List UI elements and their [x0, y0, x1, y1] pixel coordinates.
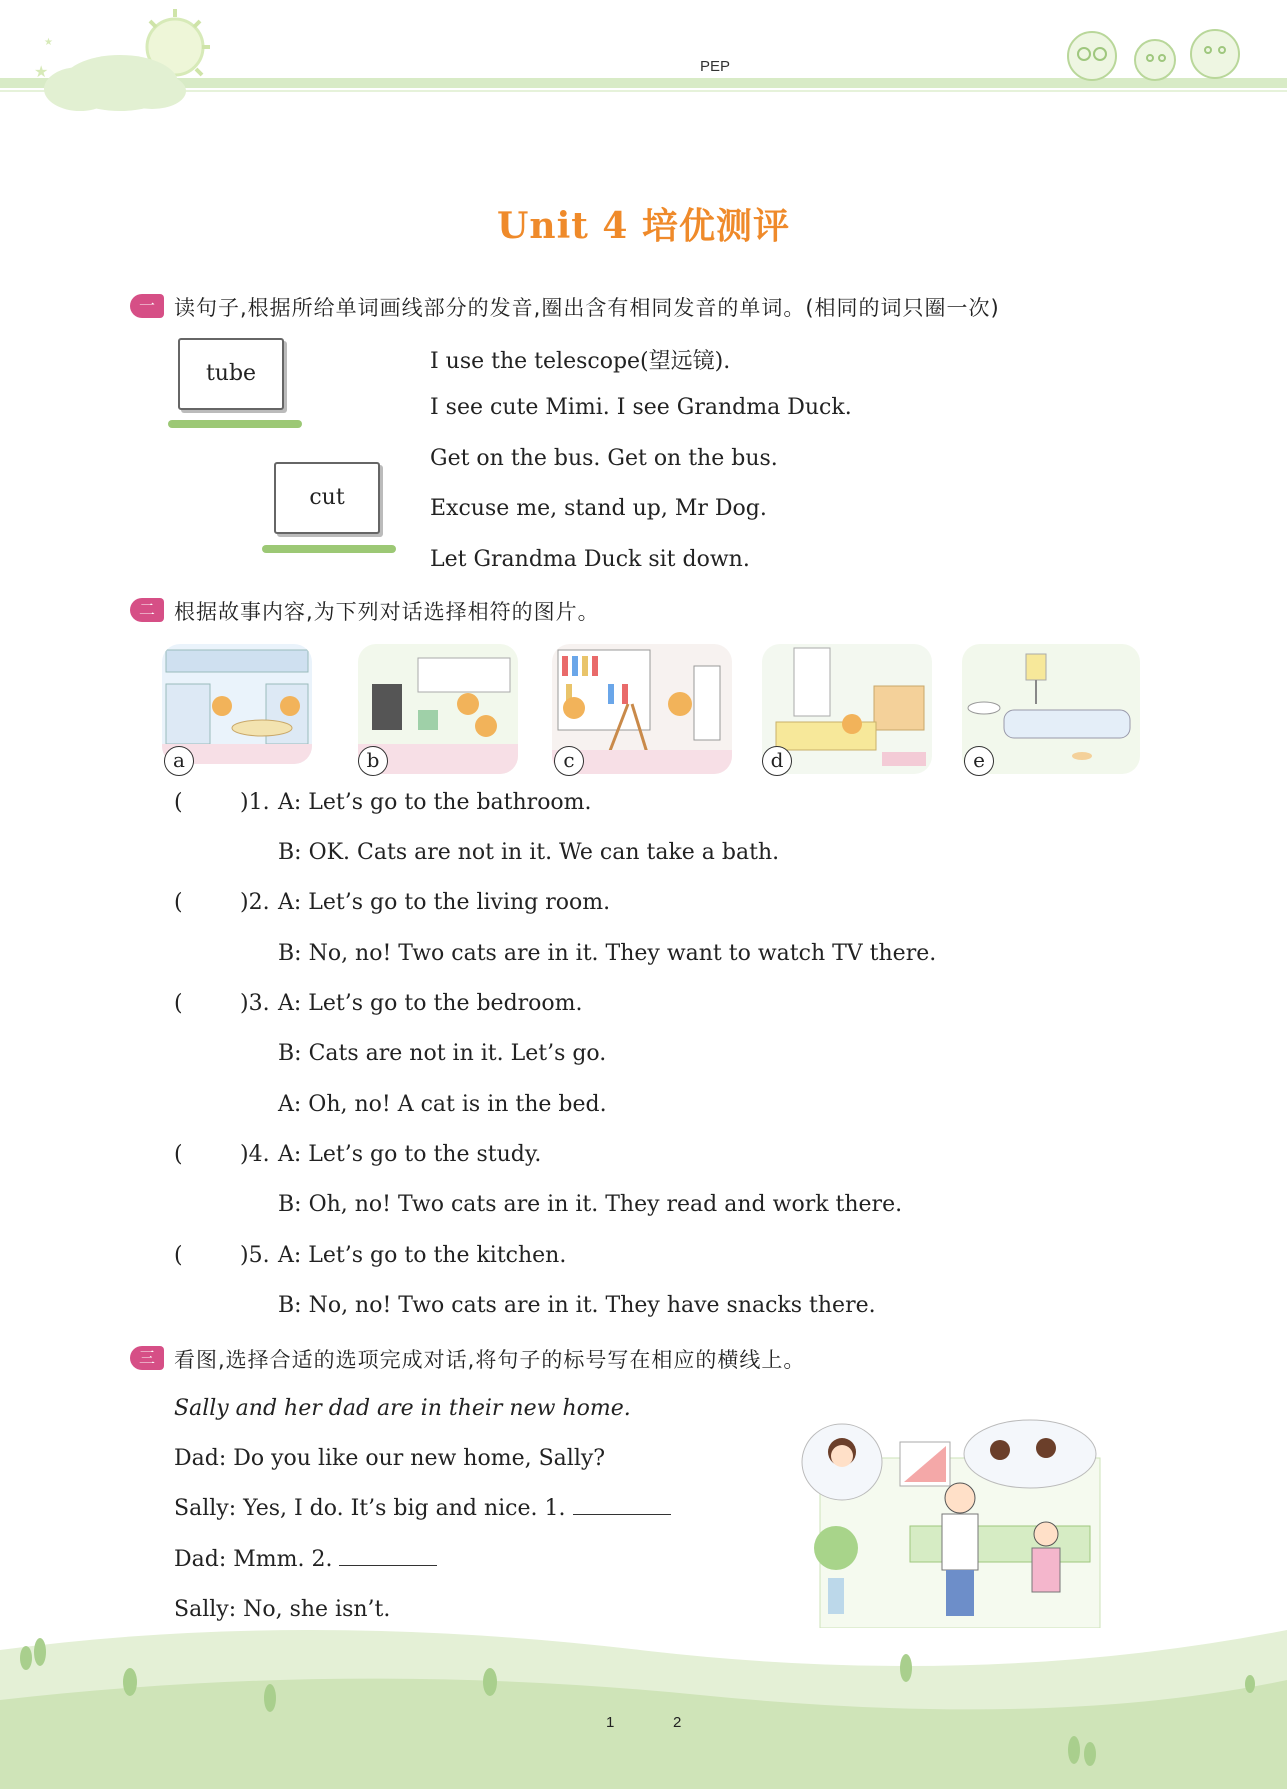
picture-label-d: d — [762, 746, 792, 776]
dialogue-line: B: OK. Cats are not in it. We can take a bath. — [278, 840, 780, 865]
picture-label-b: b — [358, 746, 388, 776]
section-3-instruction: 看图,选择合适的选项完成对话,将句子的标号写在相应的横线上。 — [174, 1348, 806, 1372]
item-number: )1. — [240, 790, 270, 815]
section-badge-1: 一 — [130, 294, 164, 318]
dialogue-line: Sally: No, she isn’t. — [174, 1597, 391, 1622]
item-number: )5. — [240, 1243, 270, 1268]
dialogue-line-with-blank — [174, 1547, 437, 1572]
section-badge-2: 二 — [130, 598, 164, 622]
answer-paren: ( — [174, 1142, 183, 1167]
dialogue-line: A: Let’s go to the study. — [278, 1142, 542, 1167]
dialogue-line: B: No, no! Two cats are in it. They have snacks there. — [278, 1293, 876, 1318]
section-2-instruction: 根据故事内容,为下列对话选择相符的图片。 — [174, 600, 600, 624]
answer-paren: ( — [174, 991, 183, 1016]
dialogue-line: B: No, no! Two cats are in it. They want to watch TV there. — [278, 941, 937, 966]
dialogue-line: A: Let’s go to the living room. — [278, 890, 611, 915]
item-number: )2. — [240, 890, 270, 915]
sun-cloud-icon — [20, 5, 210, 115]
board-grass — [262, 545, 396, 553]
sentence-3: Get on the bus. Get on the bus. — [430, 446, 778, 471]
sentence-4: Excuse me, stand up, Mr Dog. — [430, 496, 767, 521]
svg-text:★: ★ — [44, 37, 53, 48]
dialogue-line: A: Oh, no! A cat is in the bed. — [278, 1092, 607, 1117]
answer-paren: ( — [174, 1243, 183, 1268]
dialogue-line: A: Let’s go to the kitchen. — [278, 1243, 567, 1268]
word-board-cut — [274, 462, 380, 534]
header-label: PEP — [700, 58, 731, 75]
board-grass — [168, 420, 302, 428]
answer-blank-1[interactable] — [573, 1496, 671, 1515]
footer-hills — [0, 1590, 1287, 1789]
picture-label-c: c — [554, 746, 584, 776]
sentence-2: I see cute Mimi. I see Grandma Duck. — [430, 395, 852, 420]
scene-intro: Sally and her dad are in their new home. — [174, 1396, 631, 1421]
page-number-right: 2 — [673, 1714, 682, 1731]
section-1-instruction: 读句子,根据所给单词画线部分的发音,圈出含有相同发音的单词。(相同的词只圈一次) — [174, 296, 1000, 320]
dialogue-line: B: Cats are not in it. Let’s go. — [278, 1041, 607, 1066]
dialogue-line: A: Let’s go to the bedroom. — [278, 991, 583, 1016]
word-board-tube — [178, 338, 284, 410]
picture-label-a: a — [164, 746, 194, 776]
answer-paren: ( — [174, 790, 183, 815]
item-number: )4. — [240, 1142, 270, 1167]
section-badge-3: 三 — [130, 1346, 164, 1370]
dialogue-text: Dad: Mmm. 2. — [174, 1547, 333, 1572]
dialogue-text: Sally: Yes, I do. It’s big and nice. 1. — [174, 1496, 566, 1521]
answer-paren: ( — [174, 890, 183, 915]
picture-label-e: e — [964, 746, 994, 776]
dialogue-line: A: Let’s go to the bathroom. — [278, 790, 592, 815]
page-number-left: 1 — [606, 1714, 615, 1731]
sentence-5: Let Grandma Duck sit down. — [430, 547, 750, 572]
kitchen-picture — [162, 644, 312, 764]
board-word: tube — [205, 361, 257, 386]
dialogue-line: B: Oh, no! Two cats are in it. They read and work there. — [278, 1192, 903, 1217]
board-word: cut — [309, 485, 345, 510]
page-title: Unit 4 培优测评 — [497, 205, 790, 247]
svg-text:★: ★ — [34, 62, 49, 81]
item-number: )3. — [240, 991, 270, 1016]
animal-faces-icon — [1060, 20, 1260, 85]
dialogue-line: Dad: Do you like our new home, Sally? — [174, 1446, 606, 1471]
answer-blank-2[interactable] — [339, 1547, 437, 1566]
dialogue-line-with-blank — [174, 1496, 671, 1521]
sentence-1: I use the telescope(望远镜). — [430, 349, 731, 374]
